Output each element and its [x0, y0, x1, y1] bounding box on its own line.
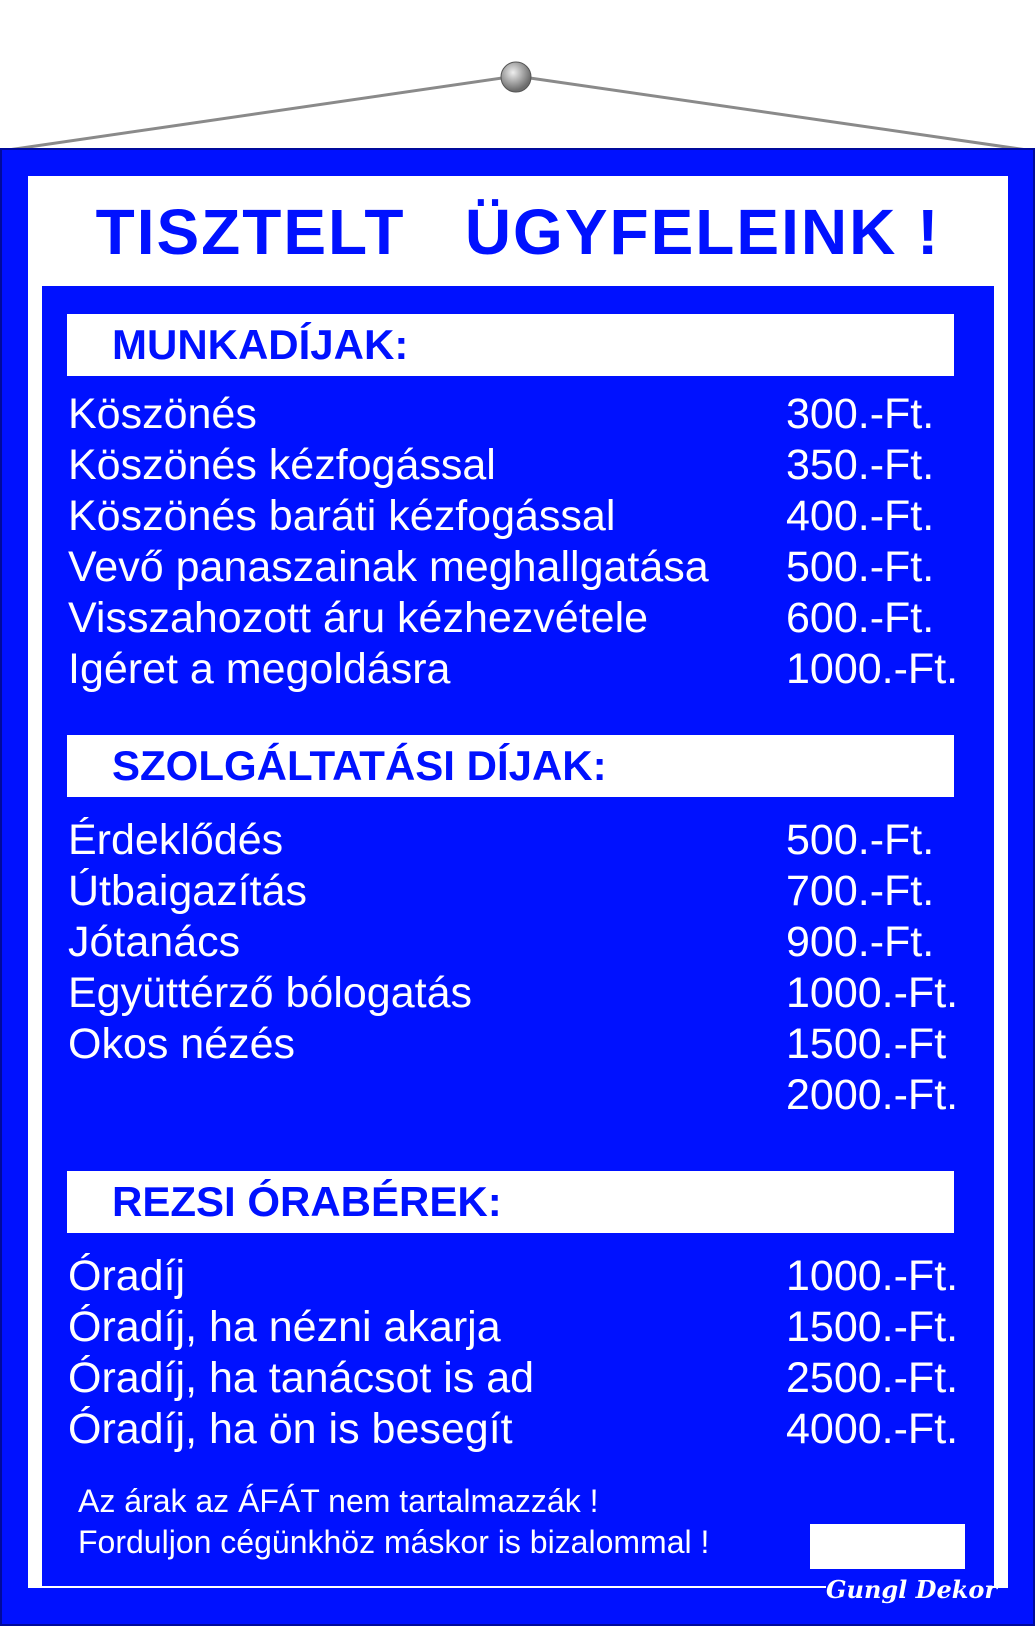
price-row-value: 2500.-Ft.	[786, 1354, 959, 1402]
price-row-label: Köszönés kézfogással	[68, 441, 496, 489]
nail-hanger-icon	[0, 0, 1035, 160]
price-row-value: 4000.-Ft.	[786, 1405, 959, 1453]
section-title-munkadijak: MUNKADÍJAK:	[112, 321, 409, 368]
price-row-label: Visszahozott áru kézhezvétele	[68, 594, 649, 642]
price-row-value: 700.-Ft.	[786, 867, 935, 915]
price-row-label: Jótanács	[68, 918, 241, 966]
price-row-label: Óradíj, ha ön is besegít	[68, 1405, 513, 1453]
price-row-label: Köszönés baráti kézfogással	[68, 492, 616, 540]
price-row-label: Igéret a megoldásra	[68, 645, 451, 693]
price-row-value: 1500.-Ft	[786, 1020, 947, 1068]
sign-title: TISZTELT ÜGYFELEINK !	[95, 196, 941, 268]
footer-vat-note: Az árak az ÁFÁT nem tartalmazzák !	[78, 1483, 599, 1519]
price-row-value: 1000.-Ft.	[786, 969, 959, 1017]
price-row-value: 900.-Ft.	[786, 918, 935, 966]
price-row-label: Óradíj, ha tanácsot is ad	[68, 1354, 535, 1402]
price-row-value: 300.-Ft.	[786, 390, 935, 438]
price-row-value: 500.-Ft.	[786, 543, 935, 591]
price-row-value: 500.-Ft.	[786, 816, 935, 864]
price-row-value: 350.-Ft.	[786, 441, 935, 489]
price-row-label: Érdeklődés	[68, 816, 284, 864]
footer-closing-note: Forduljon cégünkhöz máskor is bizalommal !	[78, 1524, 710, 1560]
price-row-value: 1000.-Ft.	[786, 1252, 959, 1300]
section-title-rezsi: REZSI ÓRABÉREK:	[112, 1178, 502, 1225]
price-row-value: 600.-Ft.	[786, 594, 935, 642]
price-row-value: 2000.-Ft.	[786, 1071, 959, 1119]
price-row-value: 400.-Ft.	[786, 492, 935, 540]
price-row-label: Óradíj, ha nézni akarja	[68, 1303, 501, 1351]
price-row-label: Okos nézés	[68, 1020, 296, 1068]
price-row-value: 1000.-Ft.	[786, 645, 959, 693]
price-row-label: Köszönés	[68, 390, 257, 438]
price-row-label: Óradíj	[68, 1252, 186, 1300]
price-row-label: Együttérző bólogatás	[68, 969, 472, 1017]
price-row-label: Útbaigazítás	[68, 867, 308, 915]
price-row-value: 1500.-Ft.	[786, 1303, 959, 1351]
price-row-label: Vevő panaszainak meghallgatása	[68, 543, 709, 591]
stamp-box	[810, 1524, 965, 1569]
maker-signature: Gungl Dekor	[826, 1570, 991, 1610]
section-title-szolgaltatasi: SZOLGÁLTATÁSI DÍJAK:	[112, 742, 607, 789]
